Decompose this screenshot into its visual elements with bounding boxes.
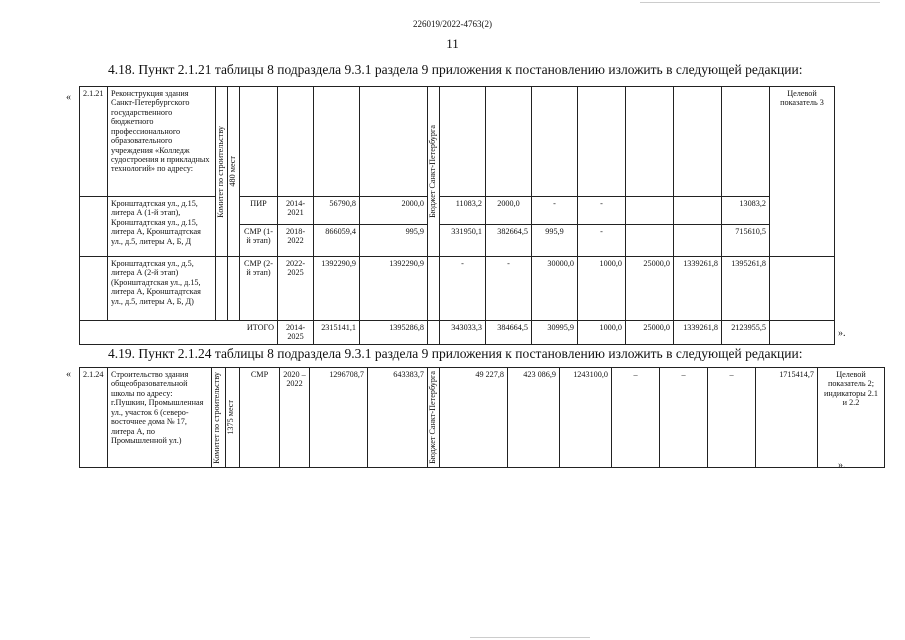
total-value-3: 384664,5 [486,321,532,345]
funding-label: Бюджет Санкт-Петербурга [428,371,437,464]
total-value-1: 1395286,8 [360,321,428,345]
stage: СМР (1-й этап) [240,225,278,257]
stage: ПИР [240,197,278,225]
cost: 56790,8 [314,197,360,225]
item-number: 2.1.24 [80,368,108,468]
customer-cell [216,87,228,257]
value-6: 25000,0 [626,257,674,321]
value-2: 49 227,8 [440,368,508,468]
address-stage-1: Кронштадтская ул., д.15, литера А (1-й этап), Кронштадтская ул., д.15, литера А, Кронштадтская ул., д.5, литеры А, Б, Д [108,197,216,257]
total-value-6: 25000,0 [626,321,674,345]
object-title: Строительство здания общеобразовательной школы по адресу: г.Пушкин, Промышленная ул., участок 6 (северо-восточнее дома № 17, литера А, по Промышленной ул.) [108,368,212,468]
customer-label: Комитет по строительству [216,125,225,218]
target-indicator: Целевой показатель 3 [770,87,835,257]
value-8: 1395261,8 [722,257,770,321]
value-4: 1243100,0 [560,368,612,468]
value-4: - [532,197,578,225]
value-5: 1000,0 [578,257,626,321]
close-quote-1: ». [838,328,846,339]
value-1: 2000,0 [360,197,428,225]
value-1: 1392290,9 [360,257,428,321]
value-7 [674,197,722,225]
value-5: – [612,368,660,468]
total-cost: 2315141,1 [314,321,360,345]
value-3: 2000,0 [486,197,532,225]
years: 2014-2021 [278,197,314,225]
bottom-edge-mark [470,637,590,638]
value-6 [626,197,674,225]
cost: 866059,4 [314,225,360,257]
total-label: ИТОГО [80,321,278,345]
document-number: 226019/2022-4763(2) [413,19,492,29]
value-8: 715610,5 [722,225,770,257]
item-number: 2.1.21 [80,87,108,197]
capacity-label: 480 мест [228,156,237,187]
section-heading-4-18: 4.18. Пункт 2.1.21 таблицы 8 подраздела 9.3.1 раздела 9 приложения к постановлению изложить в следующей редакции: [108,62,803,77]
page-number: 11 [446,36,459,51]
top-edge-mark [640,2,880,3]
customer-cell [212,368,226,468]
stage: СМР [240,368,280,468]
value-8: 1715414,7 [756,368,818,468]
value-6 [626,225,674,257]
value-3: 423 086,9 [508,368,560,468]
funding-cell [428,368,440,468]
years: 2022-2025 [278,257,314,321]
address-stage-2: Кронштадтская ул., д.5, литера А (2-й этап) (Кронштадтская ул., д.15, литера А, Кронштадтская ул., д.5, литеры А, Б, Д) [108,257,216,321]
value-5: - [578,197,626,225]
section-heading-4-19: 4.19. Пункт 2.1.24 таблицы 8 подраздела 9.3.1 раздела 9 приложения к постановлению изложить в следующей редакции: [108,346,803,361]
value-3: - [486,257,532,321]
customer-label: Комитет по строительству [212,371,221,464]
years: 2018-2022 [278,225,314,257]
table-item-2-1-24 [79,367,885,468]
total-value-7: 1339261,8 [674,321,722,345]
capacity-label: 1375 мест [226,400,235,435]
funding-cell [428,87,440,257]
total-value-5: 1000,0 [578,321,626,345]
cost: 1392290,9 [314,257,360,321]
value-2: 11083,2 [440,197,486,225]
object-title: Реконструкция здания Санкт-Петербургского государственного бюджетного профессионального образовательного учреждения «Колледж судостроения и прикладных технологий» по адресу: [108,87,216,197]
open-quote-1: « [66,92,71,103]
open-quote-2: « [66,369,71,380]
value-4: 995,9 [532,225,578,257]
value-8: 13083,2 [722,197,770,225]
value-3: 382664,5 [486,225,532,257]
value-2: - [440,257,486,321]
value-7: – [708,368,756,468]
value-7 [674,225,722,257]
table-item-2-1-21 [79,86,835,345]
funding-label: Бюджет Санкт-Петербурга [428,125,437,218]
target-indicator: Целевой показатель 2; индикаторы 2.1 и 2.2 [818,368,885,468]
value-2: 331950,1 [440,225,486,257]
cost: 1296708,7 [310,368,368,468]
value-1: 995,9 [360,225,428,257]
years: 2020 – 2022 [280,368,310,468]
total-value-2: 343033,3 [440,321,486,345]
value-5: - [578,225,626,257]
value-4: 30000,0 [532,257,578,321]
value-7: 1339261,8 [674,257,722,321]
capacity-cell [226,368,240,468]
stage: СМР (2-й этап) [240,257,278,321]
value-1: 643383,7 [368,368,428,468]
value-6: – [660,368,708,468]
total-years: 2014-2025 [278,321,314,345]
capacity-cell [228,87,240,257]
total-value-4: 30995,9 [532,321,578,345]
total-value-8: 2123955,5 [722,321,770,345]
close-quote-2: ». [838,460,846,471]
